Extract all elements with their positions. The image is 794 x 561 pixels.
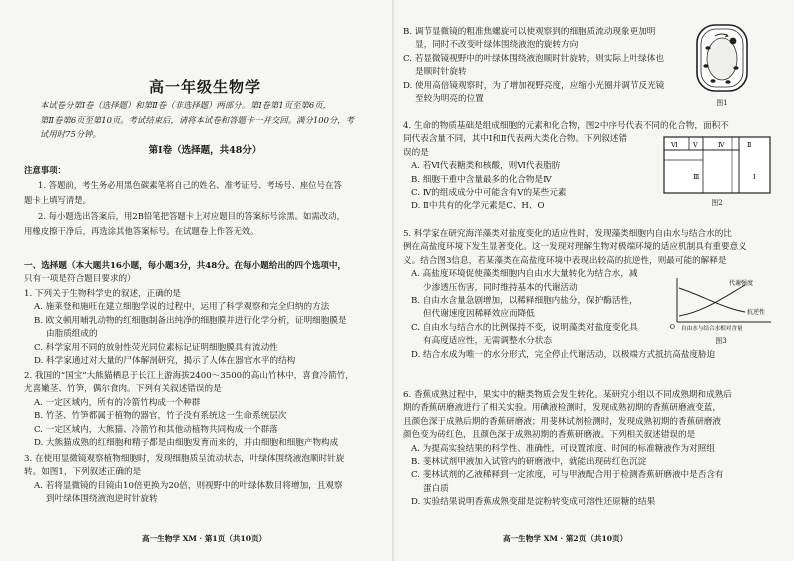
option-d: D. Ⅱ中共有的化学元素是C、H、O <box>411 201 545 212</box>
exam-intro <box>40 98 385 142</box>
figure-3-caption: 图3 <box>715 337 727 345</box>
question-3-continued <box>403 26 693 106</box>
figure-2 <box>663 136 771 207</box>
fig2-label-III: Ⅲ <box>693 173 700 181</box>
option-b: B. 细胞干重中含量最多的化合物是Ⅳ <box>411 174 552 185</box>
fig2-label-IV: Ⅳ <box>718 141 725 149</box>
question-stem: 6. 香蕉成熟过程中，果实中的糖类物质会发生转化。某研究小组以不同成熟期和成熟后 <box>403 390 732 400</box>
option-b: B. 自由水含量急剧增加，以稀释细胞内盐分，保护酶活性， <box>411 296 638 307</box>
notice-line: 1. 答题前，考生务必用黑色碳素笔将自己的姓名、准考证号、考场号、座位号在答 <box>38 180 342 191</box>
option-a: A. 为提高实验结果的科学性、准确性，可设置浓度、时间的标准糖液作为对照组 <box>411 443 715 454</box>
option-c-cont: 有高度适应性，无需调整水分状态 <box>423 336 552 347</box>
option-b-cont: 显，同时不改变叶绿体围绕液泡的旋转方向 <box>415 40 579 51</box>
figure-2-caption: 图2 <box>711 199 723 207</box>
fig2-label-VI: Ⅵ <box>671 141 678 149</box>
left-page <box>24 0 386 561</box>
part-heading-line: 只有一项是符合题目要求的） <box>24 274 136 285</box>
page-fold <box>392 0 394 561</box>
question-6 <box>403 389 775 510</box>
option-c-cont: 蛋白质 <box>423 483 449 494</box>
option-b-cont: 由脂质组成的 <box>46 329 98 340</box>
question-stem: 5. 科学家在研究海洋藻类对盐度变化的适应性时，发现藻类细胞内自由水与结合水的比 <box>403 229 732 239</box>
x-axis-label: 自由水与结合水相对含量 <box>681 326 743 332</box>
intro-line: 本试卷分第Ⅰ卷（选择题）和第Ⅱ卷（非选择题）两部分。第Ⅰ卷第1页至第6页， <box>40 100 331 110</box>
figure-3 <box>667 276 775 345</box>
option-c: C. 若显微镜视野中的叶绿体围绕液泡顺时针旋转，则实际上叶绿体也 <box>403 53 664 64</box>
option-b-cont: 但代谢速度因稀释效应而降低 <box>423 309 535 320</box>
question-stem-cont: 期的香蕉研磨液进行了相关实验。用碘液检测时，发现成熟初期的香蕉研磨液变蓝， <box>403 403 721 414</box>
option-c: C. 科学家用不同的放射性荧光同位素标记证明细胞膜具有流动性 <box>34 342 278 353</box>
option-a: A. 高盐度环境促使藻类细胞内自由水大量转化为结合水，减 <box>411 269 638 280</box>
notice-block <box>24 163 386 239</box>
water-ratio-graph <box>667 276 775 332</box>
question-2 <box>24 370 386 450</box>
question-stem-cont: 同代表含量不同，其中Ⅰ和Ⅱ代表两大类化合物。下列叙述错 <box>403 134 628 145</box>
question-stem-cont: 尤喜嫩茎、竹笋，偶尔食肉。下列有关叙述错误的是 <box>24 384 222 395</box>
question-stem: 4. 生命的物质基础是组成细胞的元素和化合物，图2中序号代表不同的化合物，面积不 <box>403 121 729 131</box>
option-a-cont: 到叶绿体围绕液泡逆时针旋转 <box>46 494 158 505</box>
question-stem-cont: 义。结合图3信息，若某藻类在高盐度环境中表现出较高的抗逆性，则最可能的解释是 <box>403 255 727 266</box>
option-b: B. 欧文顿用哺乳动物的红细胞制备出纯净的细胞膜并进行化学分析，证明细胞膜是 <box>34 315 347 326</box>
option-a: A. 若Ⅵ代表糖类和核酸，则Ⅵ代表脂肪 <box>411 161 561 172</box>
fig2-label-I: Ⅰ <box>753 173 756 181</box>
compound-area-diagram <box>663 136 771 194</box>
option-b: B. 调节显微镜的粗准焦螺旋可以使观察到的细胞质流动现象更加明 <box>403 27 656 37</box>
part-heading <box>24 260 386 287</box>
right-page <box>403 0 775 561</box>
section-heading: 第Ⅰ卷（选择题，共48分） <box>148 145 262 156</box>
notice-line: 题卡上填写清楚。 <box>24 195 91 206</box>
question-stem-cont: 误的是 <box>403 147 429 158</box>
option-d-cont: 至较为明亮的位置 <box>415 94 484 105</box>
option-a-cont: 少渗透压伤害，同时维持基本的代谢活动 <box>423 282 578 293</box>
exam-title: 高一年级生物学 <box>148 78 261 96</box>
option-c: C. 一定区域内，大熊猫、冷箭竹和其他动植物共同构成一个群落 <box>34 424 278 435</box>
question-stem: 2. 我国的“国宝”大熊猫栖息于长江上游海拔2400～3500的高山竹林中，喜食冷箭竹， <box>24 371 354 381</box>
fig2-label-II: Ⅱ <box>747 141 752 149</box>
page-footer: 高一生物学 XM · 第2页（共10页） <box>503 534 628 543</box>
series-b-label: 抗逆性 <box>747 309 766 316</box>
plant-cell-diagram <box>693 22 751 94</box>
page-footer: 高一生物学 XM · 第1页（共10页） <box>142 534 267 543</box>
question-3 <box>24 453 386 507</box>
option-a: A. 一定区域内，所有的冷箭竹构成一个种群 <box>34 397 201 408</box>
notice-line: 用橡皮擦干净后，再选涂其他答案标号。在试题卷上作答无效。 <box>24 225 259 236</box>
question-stem-cont: 且颜色深于成熟后期的香蕉研磨液；用斐林试剂检测时，发现成熟初期的香蕉研磨液 <box>403 416 721 427</box>
question-stem: 3. 在使用显微镜观察植物细胞时，发现细胞质呈流动状态，叶绿体围绕液泡顺时针旋 <box>24 454 345 464</box>
intro-line: 试用时75分钟。 <box>40 129 101 140</box>
metabolism-curve <box>679 285 745 316</box>
option-c-cont: 是顺时针旋转 <box>415 67 467 78</box>
option-c: C. 斐林试剂的乙液稀释到一定浓度，可与甲液配合用于检测香蕉研磨液中是否含有 <box>411 470 724 481</box>
figure-1 <box>693 22 751 106</box>
figure-1-caption: 图1 <box>716 99 728 107</box>
question-stem-cont: 颜色变为砖红色，且颜色深于成熟初期的香蕉研磨液。下列相关叙述错误的是 <box>403 430 696 441</box>
option-d: D. 大熊猫成熟的红细胞和精子都是由细胞发育而来的，并由细胞和细胞产物构成 <box>34 438 339 449</box>
question-stem-cont: 转。如图1，下列叙述正确的是 <box>24 467 142 478</box>
option-c: C. 自由水与结合水的比例保持不变，说明藻类对盐度变化具 <box>411 322 638 333</box>
option-d: D. 结合水成为唯一的水分形式，完全停止代谢活动，以极端方式抵抗高盐度胁迫 <box>411 349 716 360</box>
question-stem: 1. 下列关于生物科学史的叙述，正确的是 <box>24 289 182 299</box>
option-d: D. 实验结果说明香蕉成熟变甜是淀粉转变成可溶性还原糖的结果 <box>411 497 656 508</box>
option-d: D. 使用高倍镜观察时，为了增加视野亮度，应缩小光圈并调节反光镜 <box>403 80 665 91</box>
series-a-label: 代谢强度 <box>729 280 754 287</box>
origin-label: O <box>670 324 675 331</box>
part-heading-line: 一、选择题（本大题共16小题，每小题3分，共48分。在每小题给出的四个选项中， <box>24 261 347 271</box>
option-b: B. 竹茎、竹笋都属于植物的器官，竹子没有系统这一生命系统层次 <box>34 411 287 422</box>
fig2-label-V: Ⅴ <box>693 141 698 149</box>
notice-heading: 注意事项： <box>24 165 66 175</box>
question-1 <box>24 288 386 368</box>
option-d: D. 科学家通过对大量的尸体解剖研究，揭示了人体在器官水平的结构 <box>34 356 296 367</box>
intro-line: 第Ⅱ卷第6页至第10页。考试结束后，请将本试卷和答题卡一并交回。满分100分，考 <box>40 114 355 125</box>
option-a: A. 若将显微镜的目镜由10倍更换为20倍，则视野中的叶绿体数目将增加，且观察 <box>34 480 343 491</box>
option-b: B. 斐林试剂甲液加入试管内的研磨液中，就能出现砖红色沉淀 <box>411 457 647 468</box>
stress-resistance-curve <box>679 288 745 312</box>
question-stem-cont: 例在高盐度环境下发生显著变化。这一发现对理解生物对极端环境的适应机制具有重要意义 <box>403 242 747 253</box>
option-a: A. 施莱登和施旺在建立细胞学说的过程中，运用了科学观察和完全归纳的方法 <box>34 302 330 313</box>
notice-line: 2. 每小题选出答案后，用2B铅笔把答题卡上对应题目的答案标号涂黑。如需改动， <box>38 210 345 221</box>
option-c: C. Ⅳ的组成成分中可能含有Ⅴ的某些元素 <box>411 188 567 199</box>
